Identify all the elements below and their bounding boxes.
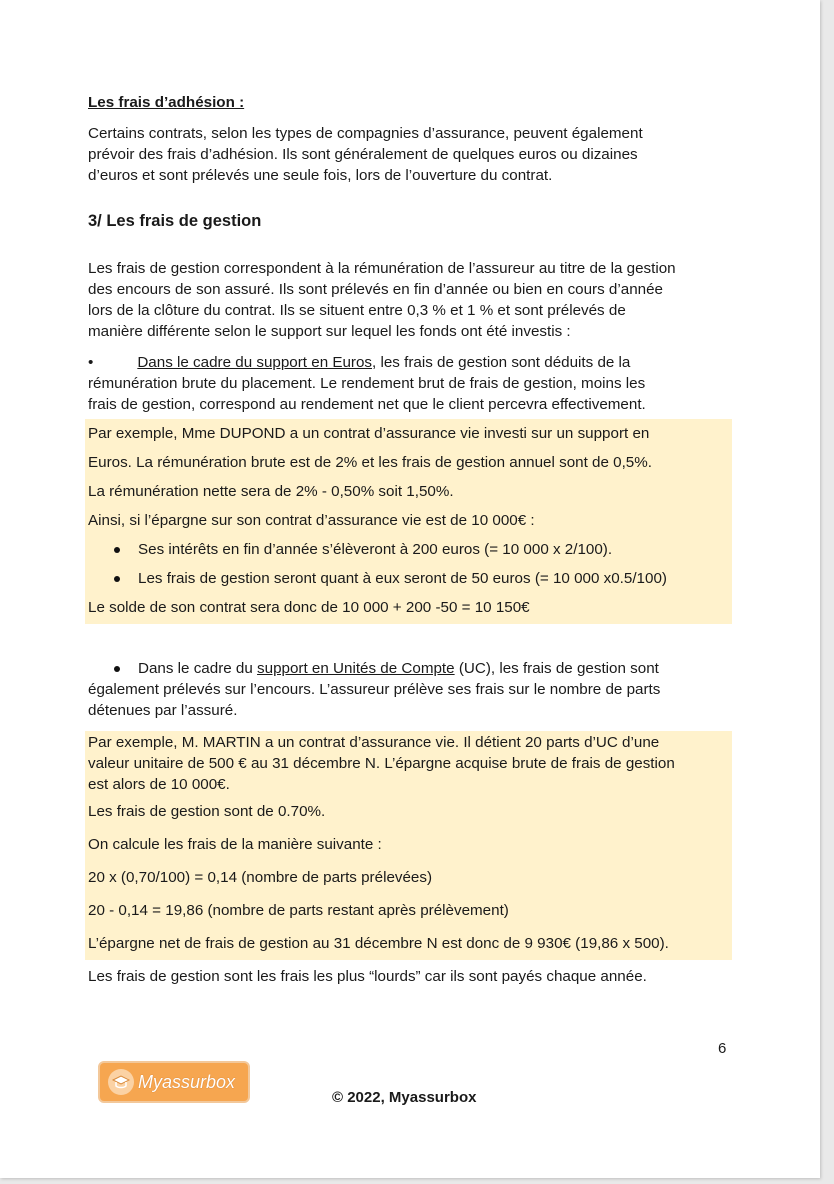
text-line: 20 - 0,14 = 19,86 (nombre de parts restant après prélèvement) — [88, 902, 509, 919]
conclusion-text: Les frais de gestion sont les frais les plus “lourds” car ils sont payés chaque année. — [88, 968, 647, 985]
euros-support-bullet — [88, 352, 730, 415]
myassurbox-logo — [98, 1061, 250, 1103]
example-martin-box — [85, 731, 732, 960]
uc-support-bullet — [88, 658, 730, 721]
bullet-dot — [114, 666, 120, 672]
text-line: frais de gestion, correspond au rendement net que le client percevra effectivement. — [88, 396, 646, 413]
list-item — [114, 535, 732, 564]
text-line: d’euros et sont prélevés une seule fois, lors de l’ouverture du contrat. — [88, 167, 553, 184]
text-span: Dans le cadre du — [138, 660, 258, 677]
text-span: Ses intérêts en fin d’année s’élèveront à 200 euros (= 10 000 x 2/100). — [138, 541, 613, 558]
support-euros-link: Dans le cadre du support en Euros — [137, 354, 373, 371]
text-line: lors de la clôture du contrat. Ils se situent entre 0,3 % et 1 % et sont prélevés de — [88, 302, 626, 319]
text-line: prévoir des frais d’adhésion. Ils sont généralement de quelques euros ou dizaines — [88, 146, 638, 163]
support-uc-link: support en Unités de Compte — [257, 660, 455, 677]
text-line: valeur unitaire de 500 € au 31 décembre N. L’épargne acquise brute de frais de gestion — [88, 755, 675, 772]
heading-membership-fees: Les frais d’adhésion : — [88, 94, 245, 111]
text-line: des encours de son assuré. Ils sont prélevés en fin d’année ou bien en cours d’année — [88, 281, 663, 298]
copyright-notice: © 2022, Myassurbox — [332, 1089, 477, 1106]
section-title: 3/ Les frais de gestion — [88, 212, 262, 230]
text-line: Par exemple, Mme DUPOND a un contrat d’assurance vie investi sur un support en — [88, 425, 650, 442]
page-number: 6 — [718, 1040, 727, 1057]
text-span: , les frais de gestion sont déduits de la — [372, 354, 631, 371]
text-line: détenues par l’assuré. — [88, 702, 238, 719]
text-line: Certains contrats, selon les types de compagnies d’assurance, peuvent également — [88, 125, 643, 142]
text-line: Par exemple, M. MARTIN a un contrat d’assurance vie. Il détient 20 parts d’UC d’une — [88, 734, 660, 751]
text-line: également prélevés sur l’encours. L’assureur prélève ses frais sur le nombre de parts — [88, 681, 661, 698]
text-line: manière différente selon le support sur lequel les fonds ont été investis : — [88, 323, 571, 340]
bullet-dot — [114, 547, 120, 553]
text-line: Ainsi, si l’épargne sur son contrat d’assurance vie est de 10 000€ : — [88, 512, 535, 529]
text-line: rémunération brute du placement. Le rendement brut de frais de gestion, moins les — [88, 375, 646, 392]
bullet: • — [88, 354, 94, 371]
text-line: Les frais de gestion correspondent à la rémunération de l’assureur au titre de la gestion — [88, 260, 676, 277]
text-line: On calcule les frais de la manière suivante : — [88, 836, 382, 853]
text-line: La rémunération nette sera de 2% - 0,50% soit 1,50%. — [88, 483, 454, 500]
management-fees-intro — [88, 258, 730, 342]
graduation-cap-icon — [108, 1069, 134, 1095]
list-item — [114, 564, 732, 593]
text-line: Euros. La rémunération brute est de 2% et les frais de gestion annuel sont de 0,5%. — [88, 454, 652, 471]
text-line: est alors de 10 000€. — [88, 776, 230, 793]
text-span: Les frais de gestion seront quant à eux seront de 50 euros (= 10 000 x0.5/100) — [138, 570, 667, 587]
membership-fees-paragraph — [88, 123, 730, 186]
page-content — [88, 92, 730, 987]
bullet-dot — [114, 576, 120, 582]
text-line: 20 x (0,70/100) = 0,14 (nombre de parts prélevées) — [88, 869, 433, 886]
text-line: L’épargne net de frais de gestion au 31 décembre N est donc de 9 930€ (19,86 x 500). — [88, 935, 669, 952]
logo-text: Myassurbox — [138, 1071, 236, 1092]
text-line: Le solde de son contrat sera donc de 10 000 + 200 -50 = 10 150€ — [88, 599, 530, 616]
text-line: Les frais de gestion sont de 0.70%. — [88, 803, 326, 820]
text-span: (UC), les frais de gestion sont — [454, 660, 659, 677]
example-dupond-box — [85, 419, 732, 624]
